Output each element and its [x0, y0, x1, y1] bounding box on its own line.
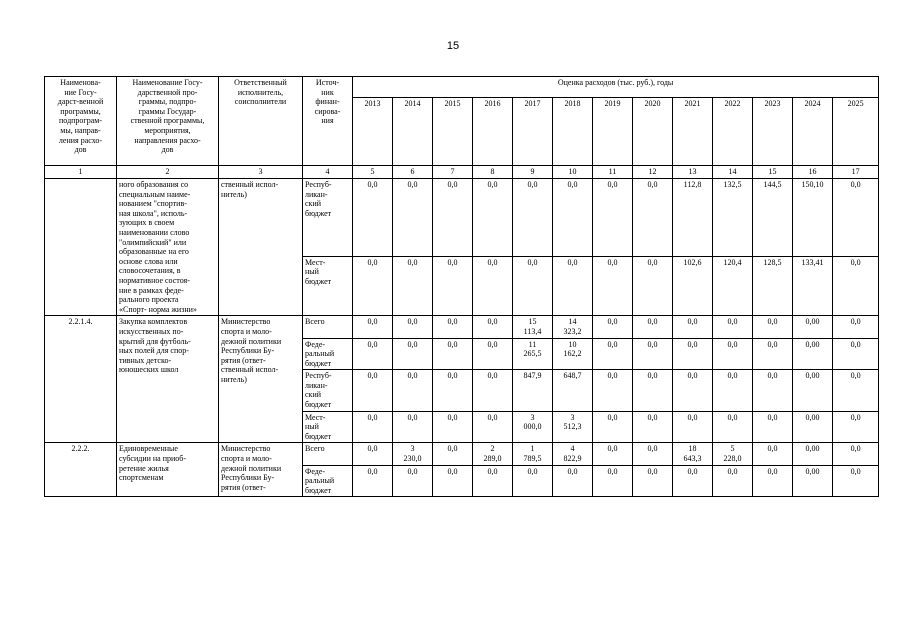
expense-value: 0,0 [673, 316, 713, 338]
expense-value: 0,0 [393, 338, 433, 370]
expense-value: 10 162,2 [553, 338, 593, 370]
expense-value: 0,0 [593, 179, 633, 257]
expense-value: 0,0 [433, 411, 473, 443]
row-funding-source: Всего [303, 443, 353, 465]
column-number: 12 [633, 166, 673, 179]
expense-value: 0,0 [593, 316, 633, 338]
expense-value: 4 822,9 [553, 443, 593, 465]
expense-value: 132,5 [713, 179, 753, 257]
expense-value: 0,0 [353, 370, 393, 411]
expense-value: 144,5 [753, 179, 793, 257]
expense-value: 0,0 [833, 443, 879, 465]
expense-value: 0,0 [633, 370, 673, 411]
expense-value: 15 113,4 [513, 316, 553, 338]
expense-value: 0,0 [513, 465, 553, 497]
header-expense-estimate: Оценка расходов (тыс. руб.), годы [353, 77, 879, 98]
header-year: 2025 [833, 98, 879, 166]
expense-value: 3 512,3 [553, 411, 593, 443]
column-number: 6 [393, 166, 433, 179]
column-number: 16 [793, 166, 833, 179]
expense-value: 0,0 [433, 443, 473, 465]
column-number: 13 [673, 166, 713, 179]
expense-value: 0,0 [393, 179, 433, 257]
header-year: 2017 [513, 98, 553, 166]
expense-value: 0,0 [473, 179, 513, 257]
column-number: 7 [433, 166, 473, 179]
row-funding-source: Всего [303, 316, 353, 338]
expense-value: 0,0 [673, 370, 713, 411]
expense-value: 0,0 [473, 256, 513, 316]
expense-value: 11 265,5 [513, 338, 553, 370]
column-number: 1 [45, 166, 117, 179]
expense-value: 0,0 [753, 443, 793, 465]
expense-value: 0,0 [833, 411, 879, 443]
expense-value: 120,4 [713, 256, 753, 316]
column-number: 2 [117, 166, 219, 179]
expense-value: 0,0 [713, 465, 753, 497]
header-event-name: Наименование Госу- дарственной про- граммы, подпро- граммы Государ- ственной программы, мероприятия, направления расхо- дов [117, 77, 219, 166]
expense-value: 0,0 [633, 316, 673, 338]
expense-value: 0,0 [593, 370, 633, 411]
expense-value: 0,0 [393, 316, 433, 338]
expense-value: 0,0 [393, 465, 433, 497]
expense-value: 0,0 [673, 411, 713, 443]
expense-value: 0,0 [353, 465, 393, 497]
header-year: 2016 [473, 98, 513, 166]
expense-value: 0,0 [753, 370, 793, 411]
header-year: 2015 [433, 98, 473, 166]
expense-value: 0,0 [833, 370, 879, 411]
expense-value: 0,0 [433, 256, 473, 316]
expense-value: 3 230,0 [393, 443, 433, 465]
expense-value: 150,10 [793, 179, 833, 257]
expense-value: 0,0 [553, 179, 593, 257]
expense-value: 0,0 [353, 179, 393, 257]
expense-value: 0,0 [833, 338, 879, 370]
expense-value: 0,0 [393, 370, 433, 411]
expense-value: 0,0 [673, 465, 713, 497]
expense-value: 0,0 [473, 465, 513, 497]
expense-value: 648,7 [553, 370, 593, 411]
expense-value: 0,0 [433, 179, 473, 257]
table-row [45, 443, 879, 465]
expense-value: 0,0 [633, 338, 673, 370]
expense-value: 0,0 [593, 256, 633, 316]
expense-value: 0,0 [433, 338, 473, 370]
row-event-name: Единовременные субсидии на приоб- ретение жилья спортсменам [117, 443, 219, 497]
expense-value: 0,0 [393, 256, 433, 316]
expense-value: 0,0 [473, 316, 513, 338]
column-number: 15 [753, 166, 793, 179]
expense-value: 0,0 [433, 465, 473, 497]
expense-value: 0,0 [513, 179, 553, 257]
row-executor: Министерство спорта и моло- дежной политики Республики Бу- рятия (ответ- [219, 443, 303, 497]
expense-value: 0,0 [513, 256, 553, 316]
expense-value: 847,9 [513, 370, 553, 411]
expense-value: 0,00 [793, 443, 833, 465]
expense-value: 0,0 [353, 338, 393, 370]
header-program-name: Наименова- ние Госу- дарст-венной программы, подпрограм- мы, направ- ления расхо- дов [45, 77, 117, 166]
expense-value: 0,0 [833, 256, 879, 316]
expense-value: 0,0 [633, 465, 673, 497]
expense-value: 1 789,5 [513, 443, 553, 465]
row-funding-source: Феде- ральный бюджет [303, 465, 353, 497]
table-row [45, 316, 879, 338]
expense-value: 0,0 [593, 338, 633, 370]
header-year: 2014 [393, 98, 433, 166]
header-year: 2023 [753, 98, 793, 166]
expense-value: 0,0 [473, 370, 513, 411]
row-funding-source: Респуб- ликан- ский бюджет [303, 370, 353, 411]
expense-value: 0,00 [793, 370, 833, 411]
table-row [45, 179, 879, 257]
expense-value: 0,00 [793, 465, 833, 497]
header-executor: Ответственный исполнитель, соисполнители [219, 77, 303, 166]
expense-value: 0,0 [713, 370, 753, 411]
column-number: 3 [219, 166, 303, 179]
expense-value: 0,0 [633, 443, 673, 465]
expense-value: 0,0 [393, 411, 433, 443]
expense-value: 128,5 [753, 256, 793, 316]
expense-value: 0,0 [353, 316, 393, 338]
expense-value: 0,0 [833, 179, 879, 257]
expense-value: 0,0 [673, 338, 713, 370]
header-funding-source: Источ- ник финан- сирова- ния [303, 77, 353, 166]
row-funding-source: Мест- ный бюджет [303, 256, 353, 316]
expense-value: 0,0 [633, 179, 673, 257]
row-code [45, 179, 117, 316]
row-funding-source: Мест- ный бюджет [303, 411, 353, 443]
row-executor: Министерство спорта и моло- дежной политики Республики Бу- рятия (ответ- ственный испол- нитель) [219, 316, 303, 443]
expense-value: 0,0 [433, 370, 473, 411]
header-year: 2022 [713, 98, 753, 166]
expense-value: 0,0 [713, 411, 753, 443]
expense-value: 0,0 [753, 411, 793, 443]
budget-table [44, 76, 879, 497]
expense-value: 0,0 [553, 465, 593, 497]
column-number: 17 [833, 166, 879, 179]
expense-value: 0,0 [593, 465, 633, 497]
expense-value: 0,0 [633, 256, 673, 316]
expense-value: 0,0 [353, 411, 393, 443]
expense-value: 0,0 [713, 316, 753, 338]
row-funding-source: Респуб- ликан- ский бюджет [303, 179, 353, 257]
header-year: 2020 [633, 98, 673, 166]
expense-value: 14 323,2 [553, 316, 593, 338]
expense-value: 0,0 [753, 338, 793, 370]
expense-value: 133,41 [793, 256, 833, 316]
expense-value: 0,0 [753, 316, 793, 338]
column-number: 14 [713, 166, 753, 179]
expense-value: 0,0 [353, 443, 393, 465]
expense-value: 0,0 [353, 256, 393, 316]
column-number: 4 [303, 166, 353, 179]
expense-value: 112,8 [673, 179, 713, 257]
row-event-name: Закупка комплектов искусственных по- крытий для футболь- ных полей для спор- тивных детско- юношеских школ [117, 316, 219, 443]
column-number: 10 [553, 166, 593, 179]
row-code: 2.2.2. [45, 443, 117, 497]
expense-value: 0,0 [713, 338, 753, 370]
page-number: 15 [446, 40, 460, 52]
expense-value: 5 228,0 [713, 443, 753, 465]
expense-value: 0,0 [473, 411, 513, 443]
header-year: 2013 [353, 98, 393, 166]
column-number: 9 [513, 166, 553, 179]
expense-value: 0,00 [793, 338, 833, 370]
header-year: 2018 [553, 98, 593, 166]
expense-value: 0,00 [793, 316, 833, 338]
expense-value: 0,0 [753, 465, 793, 497]
header-year: 2019 [593, 98, 633, 166]
expense-value: 0,0 [833, 465, 879, 497]
expense-value: 0,00 [793, 411, 833, 443]
expense-value: 0,0 [553, 256, 593, 316]
header-year: 2024 [793, 98, 833, 166]
expense-value: 102,6 [673, 256, 713, 316]
column-number: 8 [473, 166, 513, 179]
expense-value: 0,0 [633, 411, 673, 443]
expense-value: 0,0 [473, 338, 513, 370]
expense-value: 18 643,3 [673, 443, 713, 465]
row-executor: ственный испол- нитель) [219, 179, 303, 316]
row-funding-source: Феде- ральный бюджет [303, 338, 353, 370]
header-year: 2021 [673, 98, 713, 166]
row-code: 2.2.1.4. [45, 316, 117, 443]
expense-value: 0,0 [593, 443, 633, 465]
expense-value: 3 000,0 [513, 411, 553, 443]
expense-value: 2 289,0 [473, 443, 513, 465]
expense-value: 0,0 [433, 316, 473, 338]
column-number: 5 [353, 166, 393, 179]
expense-value: 0,0 [833, 316, 879, 338]
expense-value: 0,0 [593, 411, 633, 443]
row-event-name: ного образования со специальным наиме- нованием "спортив- ная школа", исполь- зующих в своем наименовании слово "олимпийский" или образованные на его основе слова или словосочетания, в нормативное состоя- ние в рамках феде- рального проекта «Спорт- норма жизни» [117, 179, 219, 316]
column-number: 11 [593, 166, 633, 179]
